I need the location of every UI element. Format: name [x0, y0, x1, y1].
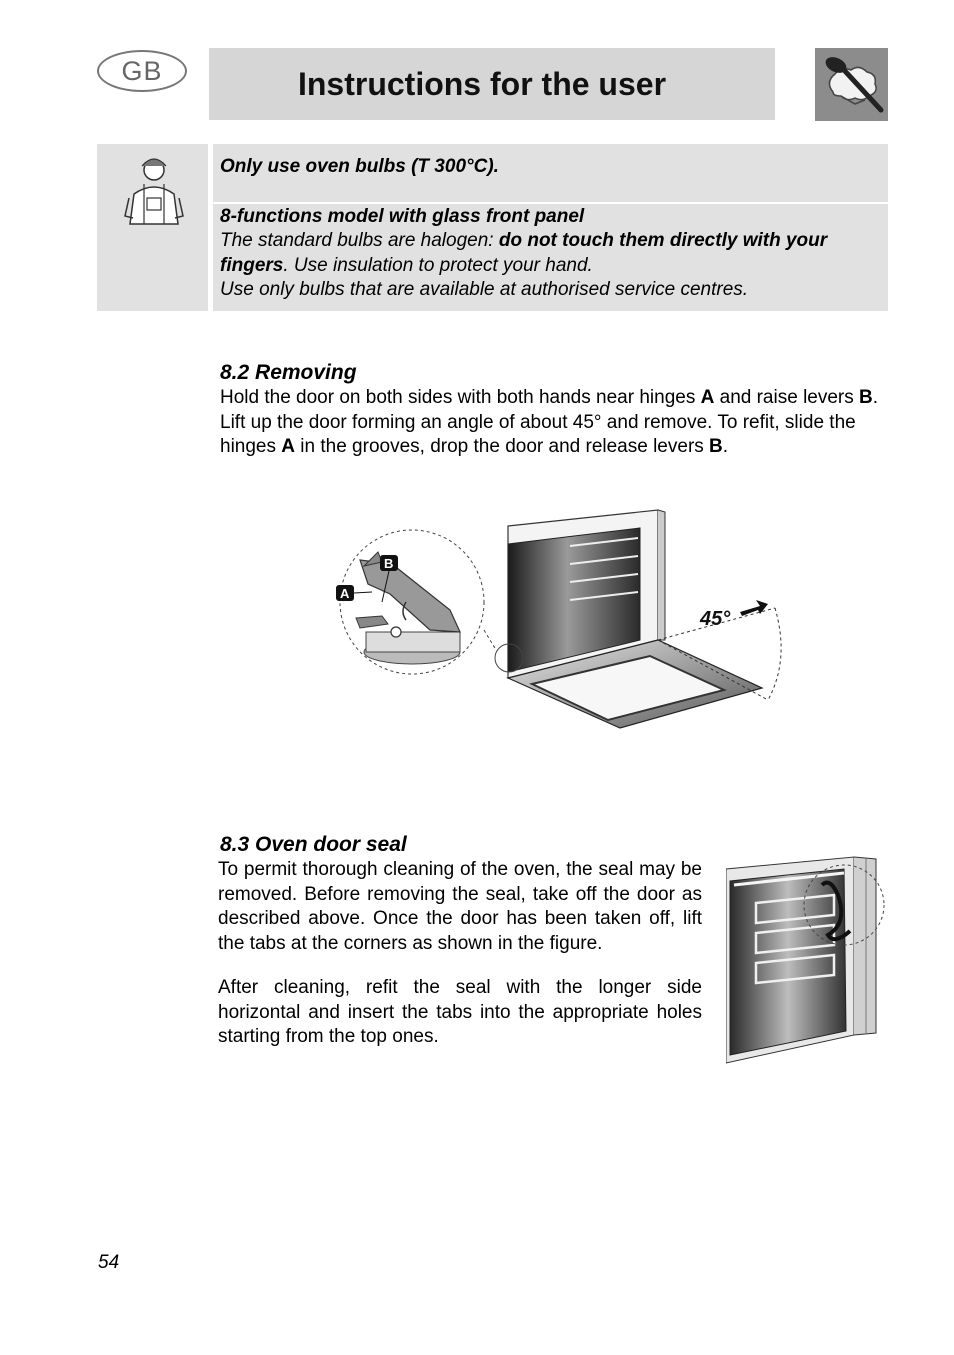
technician-icon	[119, 154, 189, 234]
insulation-text: . Use insulation to protect your hand.	[283, 254, 593, 276]
removing-text: Hold the door on both sides with both hands near hinges	[220, 387, 701, 408]
seal-paragraph-1: To permit thorough cleaning of the oven, the seal may be removed. Before removing the seal, take off the door as described above. Once the door has been taken off, lift the tabs at the corners as shown in the figure.	[218, 859, 702, 954]
section-title-removing: 8.2 Removing	[220, 361, 357, 384]
chef-spoon-icon	[815, 48, 888, 121]
removing-text: and raise levers	[714, 387, 860, 408]
removing-text: .	[722, 436, 729, 458]
page-header	[209, 48, 775, 120]
warning-bulb-spec	[213, 144, 888, 202]
country-badge	[97, 50, 187, 92]
label-a: A	[340, 586, 350, 601]
removing-text: . Lift up the door forming an angle of about 45° and remove. To refit, slide the hinges	[220, 387, 879, 458]
warning-halogen-note	[213, 204, 888, 311]
label-b: B	[384, 556, 394, 571]
page-number: 54	[98, 1252, 120, 1273]
authorised-bulbs-text: Use only bulbs that are available at authorised service centres.	[220, 278, 749, 300]
door-removal-figure	[320, 500, 790, 740]
angle-label: 45°	[700, 608, 731, 630]
lever-label-b: B	[709, 436, 723, 458]
halogen-paragraph	[220, 229, 888, 278]
warning-icon-cell	[97, 144, 208, 311]
country-code: GB	[121, 55, 163, 86]
removing-text: in the grooves, drop the door and release levers	[295, 436, 710, 458]
hinge-label-a: A	[281, 436, 296, 458]
section-title-seal: 8.3 Oven door seal	[220, 833, 407, 856]
seal-paragraph-2: After cleaning, refit the seal with the longer side horizontal and insert the tabs into the appropriate holes starting from the top ones.	[218, 977, 702, 1048]
hinge-label-a: A	[700, 387, 715, 408]
door-seal-figure	[726, 855, 888, 1065]
lever-label-b: B	[859, 387, 873, 408]
do-not-touch-text: do not touch them directly with your fingers	[220, 230, 828, 276]
arrow-icon	[740, 600, 768, 616]
standard-bulbs-text: The standard bulbs are halogen:	[220, 230, 499, 252]
removing-paragraph	[220, 386, 890, 460]
bulb-spec-text: Only use oven bulbs (T 300°C).	[220, 156, 499, 177]
model-heading: 8-functions model with glass front panel	[220, 206, 585, 227]
page-title: Instructions for the user	[297, 65, 667, 102]
